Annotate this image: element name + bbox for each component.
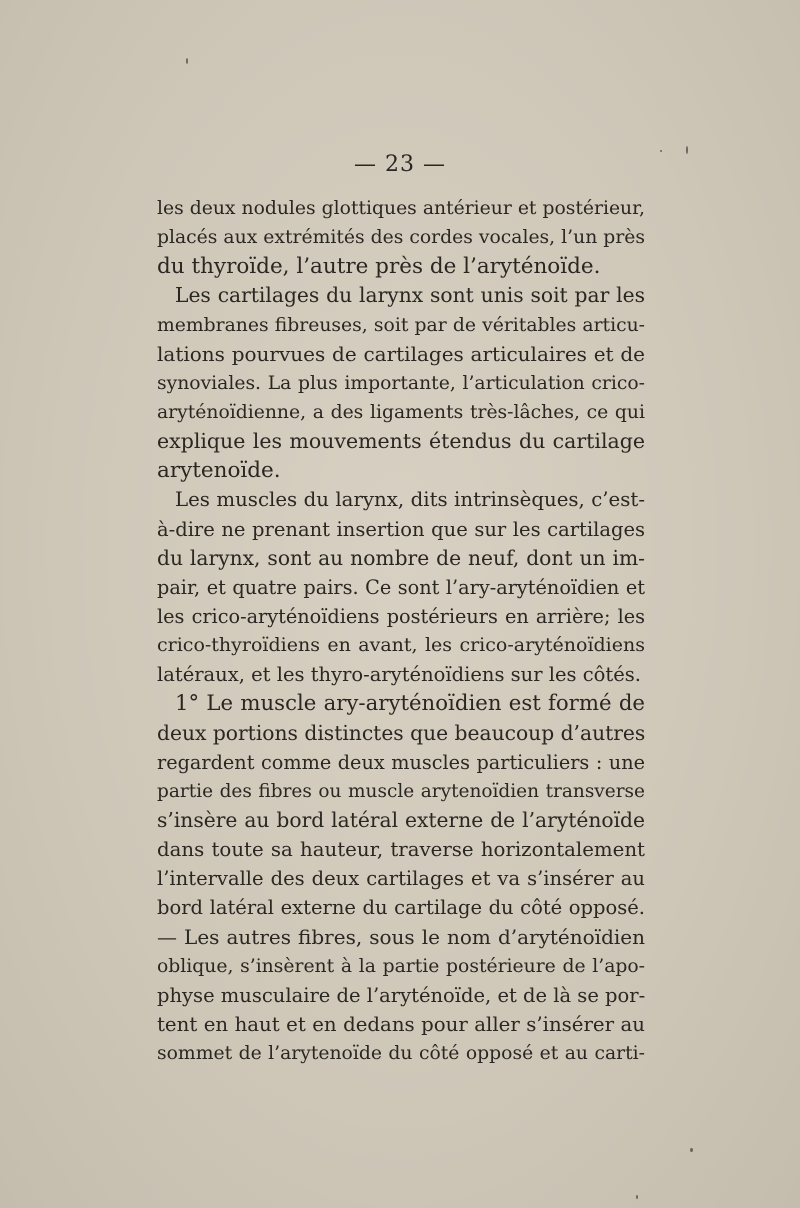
text-line: explique les mouvements étendus du cartilage: [157, 429, 645, 454]
paper-speck: [690, 1148, 693, 1152]
body-text: [157, 194, 645, 1068]
text-line: Les cartilages du larynx sont unis soit par les: [175, 283, 645, 308]
text-line: physe musculaire de l’aryténoïde, et de là se por-: [157, 983, 646, 1007]
text-line: bord latéral externe du cartilage du côté opposé.: [157, 896, 645, 920]
text-line: crico-thyroïdiens en avant, les crico-aryténoïdiens: [157, 634, 645, 657]
text-line: du thyroïde, l’autre près de l’aryténoïde.: [157, 254, 601, 280]
page-number: — 23 —: [354, 152, 446, 177]
text-line: sommet de l’arytenoïde du côté opposé et au carti-: [157, 1043, 645, 1065]
text-line: 1° Le muscle ary-aryténoïdien est formé de: [175, 691, 645, 717]
text-line: deux portions distinctes que beaucoup d’autres: [157, 720, 646, 745]
text-line: tent en haut et en dedans pour aller s’insérer au: [157, 1012, 645, 1036]
text-line: synoviales. La plus importante, l’articulation crico-: [157, 372, 645, 394]
text-line: l’intervalle des deux cartilages et va s’insérer au: [157, 867, 645, 891]
text-line: dans toute sa hauteur, traverse horizontalement: [157, 838, 645, 862]
text-line: partie des fibres ou muscle arytenoïdien transverse: [157, 780, 645, 802]
text-line: à-dire ne prenant insertion que sur les cartilages: [157, 517, 645, 541]
text-line: arytenoïde.: [157, 458, 281, 484]
text-line: Les muscles du larynx, dits intrinsèques, c’est-: [175, 488, 645, 512]
text-line: placés aux extrémités des cordes vocales, l’un près: [157, 227, 645, 249]
text-line: pair, et quatre pairs. Ce sont l’ary-aryténoïdien et: [157, 575, 645, 599]
text-line: regardent comme deux muscles particuliers : une: [157, 750, 645, 774]
paper-speck: [186, 58, 188, 64]
text-line: du larynx, sont au nombre de neuf, dont un im-: [157, 545, 645, 570]
text-line: les crico-aryténoïdiens postérieurs en arrière; les: [157, 604, 645, 628]
text-line: s’insère au bord latéral externe de l’aryténoïde: [157, 807, 645, 832]
text-line: latéraux, et les thyro-aryténoïdiens sur les côtés.: [157, 663, 641, 687]
text-line: oblique, s’insèrent à la partie postérieure de l’apo-: [157, 955, 645, 977]
text-line: membranes fibreuses, soit par de véritables articu-: [157, 314, 645, 336]
text-line: les deux nodules glottiques antérieur et postérieur,: [157, 198, 645, 219]
text-line: lations pourvues de cartilages articulaires et de: [157, 341, 645, 366]
paper-speck: [636, 1195, 638, 1199]
text-line: aryténoïdienne, a des ligaments très-lâches, ce qui: [157, 401, 645, 423]
text-line: — Les autres fibres, sous le nom d’aryténoïdien: [157, 924, 645, 949]
